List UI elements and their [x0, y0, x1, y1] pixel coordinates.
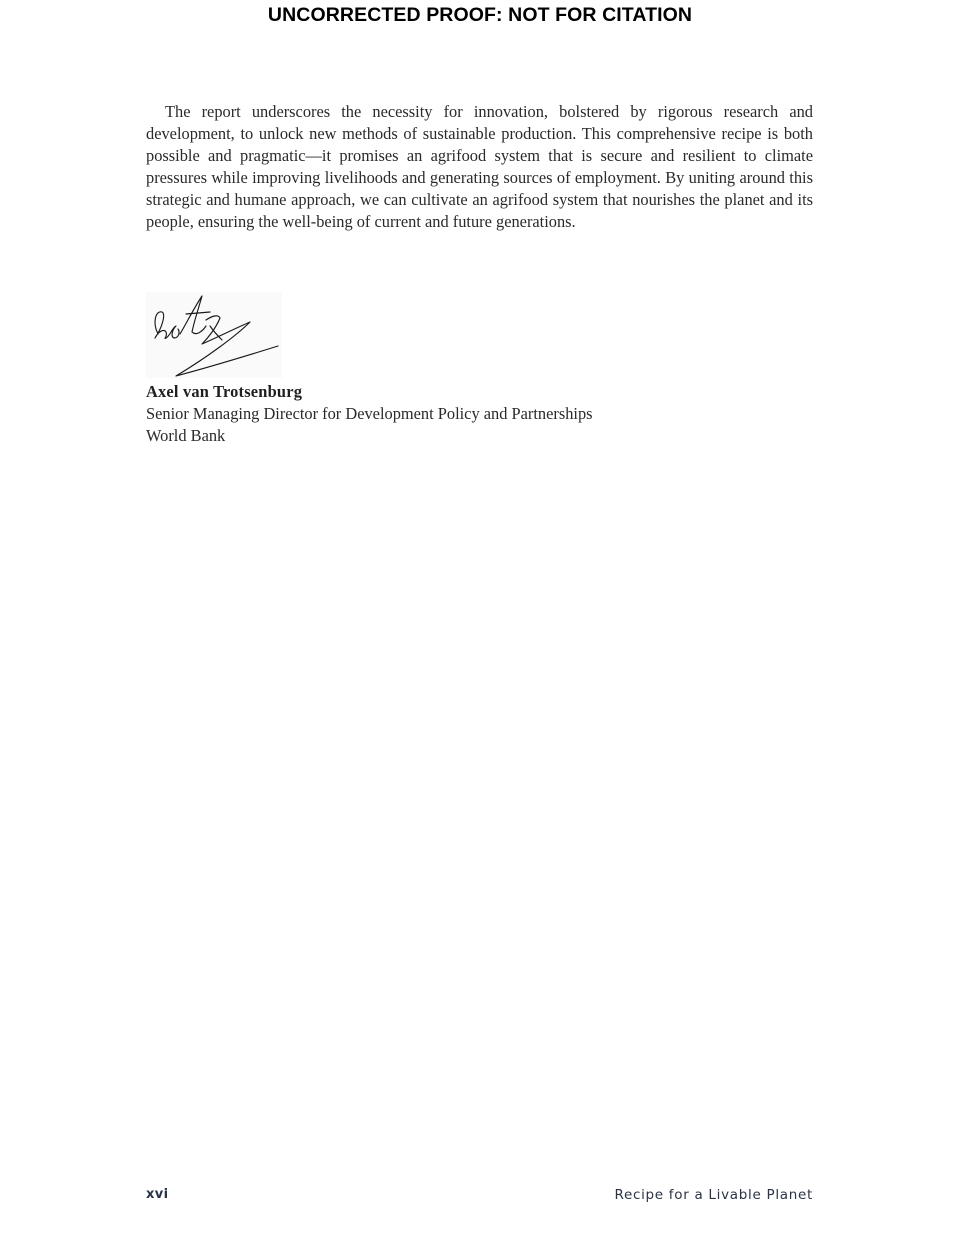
signatory-organization: World Bank: [146, 426, 226, 445]
book-title: Recipe for a Livable Planet: [614, 1187, 813, 1203]
body-paragraph: The report underscores the necessity for innovation, bolstered by rigorous research and development, to unlock new methods of sustainable production. This comprehensive recipe is both possible and pragmatic—it promises an agrifood system that is secure and resilient to climate pressures while improving livelihoods and generating sources of employment. By uniting around this strategic and humane approach, we can cultivate an agrifood system that nourishes the planet and its people, ensuring the well-being of current and future generations.: [146, 102, 813, 231]
signatory-block: [146, 381, 813, 447]
page-number: xvi: [146, 1187, 169, 1202]
signatory-title: Senior Managing Director for Development Policy and Partnerships: [146, 404, 593, 423]
signature-icon: [146, 292, 282, 378]
signatory-name: Axel van Trotsenburg: [146, 382, 303, 401]
proof-banner: UNCORRECTED PROOF: NOT FOR CITATION: [267, 4, 693, 26]
